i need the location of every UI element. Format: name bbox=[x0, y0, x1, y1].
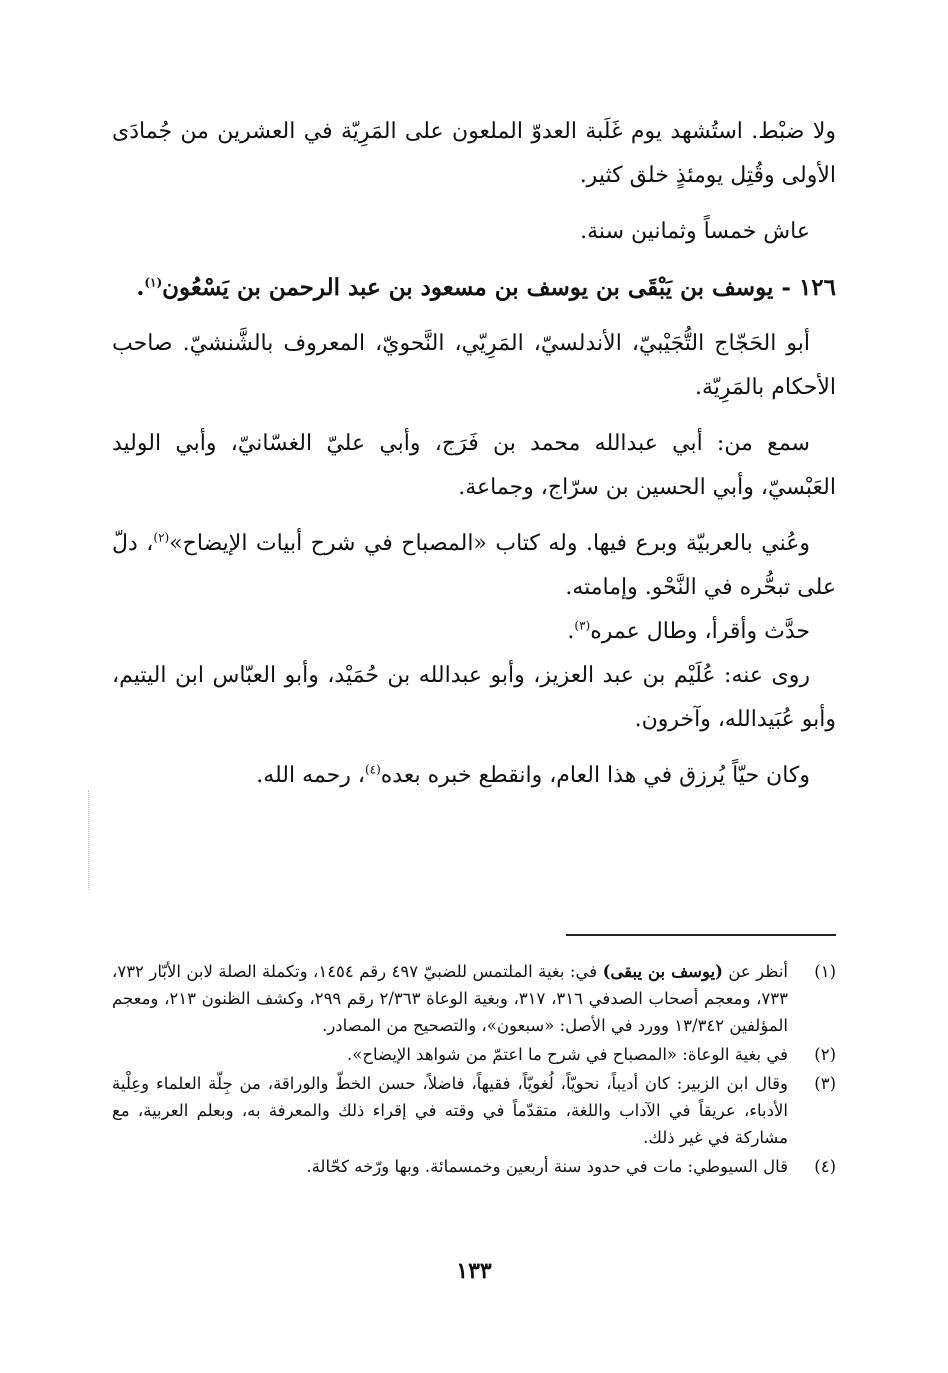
footnote-number: (٢) bbox=[814, 1045, 836, 1064]
paragraph-death-note: ولا ضبْط. استُشهد يوم غَلَبة العدوّ الملعون على المَرِيّة في العشرين من جُمادَى الأولى وقُتِل يومئذٍ خلق كثير. bbox=[112, 119, 836, 188]
footnote-separator bbox=[566, 934, 836, 936]
margin-scan-mark bbox=[88, 790, 89, 890]
last-news-text-end: ، رحمه الله. bbox=[256, 763, 365, 788]
teaching-text-end: . bbox=[567, 619, 575, 644]
paragraph-nisba: أبو الحَجّاج التُّجَيْبيّ، الأندلسيّ، المَرِيّي، النَّحويّ، المعروف بالشَّنشيّ. صاحب الأحكام بالمَرِيّة. bbox=[112, 331, 836, 400]
footnote-ref-1[interactable]: (١) bbox=[144, 275, 163, 290]
works-text: وعُني بالعربيّة وبرع فيها. وله كتاب «المصباح في شرح أبيات الإيضاح» bbox=[169, 531, 811, 556]
footnote-lead: أنظر عن bbox=[728, 962, 789, 981]
teaching-text: حدَّث وأقرأ، وطال عمره bbox=[590, 619, 810, 644]
main-text bbox=[112, 110, 836, 798]
footnote-number: (٤) bbox=[814, 1157, 836, 1176]
footnotes bbox=[112, 958, 836, 1182]
entry-number: ١٢٦ - bbox=[781, 274, 836, 301]
last-news-text: وكان حيّاً يُرزق في هذا العام، وانقطع خبره بعده bbox=[380, 763, 810, 788]
footnote-1 bbox=[112, 958, 836, 1039]
footnote-body: وقال ابن الزبير: كان أديباً، نحويّاً، لُغويّاً، فقيهاً، فاضلاً، حسن الخطّ والوراقة، من جِلّة العلماء وعِلْية الأدباء، عريقاً في الآداب واللغة، متقدّماً في وقته في إقراء ذلك والمعرفة به، وبعلم العربية، مع مشاركة في غير ذلك. bbox=[112, 1074, 788, 1147]
page-number: ١٣٣ bbox=[456, 1258, 492, 1284]
footnote-body: في: بغية الملتمس للضبيّ ٤٩٧ رقم ١٤٥٤، وتكملة الصلة لابن الأبّار ٧٣٢، ٧٣٣، ومعجم أصحاب الصدفي ٣١٦، ٣١٧، وبغية الوعاة ٢/٣٦٣ رقم ٢٩٩، وكشف الظنون ٢١٣، ومعجم المؤلفين ١٣/٣٤٢ وورد في الأصل: «سبعون»، والتصحيح من المصادر. bbox=[112, 962, 789, 1035]
footnote-ref-4[interactable]: (٤) bbox=[364, 762, 381, 777]
footnote-ref-2[interactable]: (٢) bbox=[153, 530, 170, 545]
footnote-number: (١) bbox=[814, 962, 836, 981]
entry-heading-end: . bbox=[136, 274, 145, 301]
paragraph-students: روى عنه: عُلَيْم بن عبد العزيز، وأبو عبدالله بن حُمَيْد، وأبو العبّاس ابن اليتيم، وأبو عُبَيدالله، وآخرون. bbox=[112, 663, 836, 732]
footnote-ref-3[interactable]: (٣) bbox=[574, 618, 591, 633]
paragraph-works bbox=[112, 522, 836, 610]
footnote-4 bbox=[112, 1153, 836, 1180]
footnote-body: قال السيوطي: مات في حدود سنة أربعين وخمسمائة. وبها ورّخه كحّالة. bbox=[306, 1157, 788, 1176]
paragraph-lifespan: عاش خمساً وثمانين سنة. bbox=[580, 219, 810, 244]
footnote-3 bbox=[112, 1070, 836, 1151]
footnote-number: (٣) bbox=[814, 1074, 836, 1093]
footnote-2 bbox=[112, 1041, 836, 1068]
footnote-subject: (يوسف بن يبقى) bbox=[602, 962, 723, 981]
footnote-body: في بغية الوعاة: «المصباح في شرح ما اعتمّ من شواهد الإيضاح». bbox=[347, 1045, 788, 1064]
works-text-end: ، دلّ على تبحُّره في النَّحْو. وإمامته. bbox=[112, 531, 836, 600]
entry-name: يوسف بن يَبْقَى بن يوسف بن مسعود بن عبد الرحمن بن يَسْعُون bbox=[162, 274, 774, 301]
entry-heading bbox=[112, 266, 836, 310]
paragraph-last-news bbox=[112, 754, 836, 798]
paragraph-teachers: سمع من: أبي عبدالله محمد بن فَرَج، وأبي عليّ الغسّانيّ، وأبي الوليد العَبْسيّ، وأبي الحسين بن سرّاج، وجماعة. bbox=[112, 431, 836, 500]
footnote-text bbox=[112, 958, 788, 1039]
paragraph-teaching bbox=[112, 610, 836, 654]
